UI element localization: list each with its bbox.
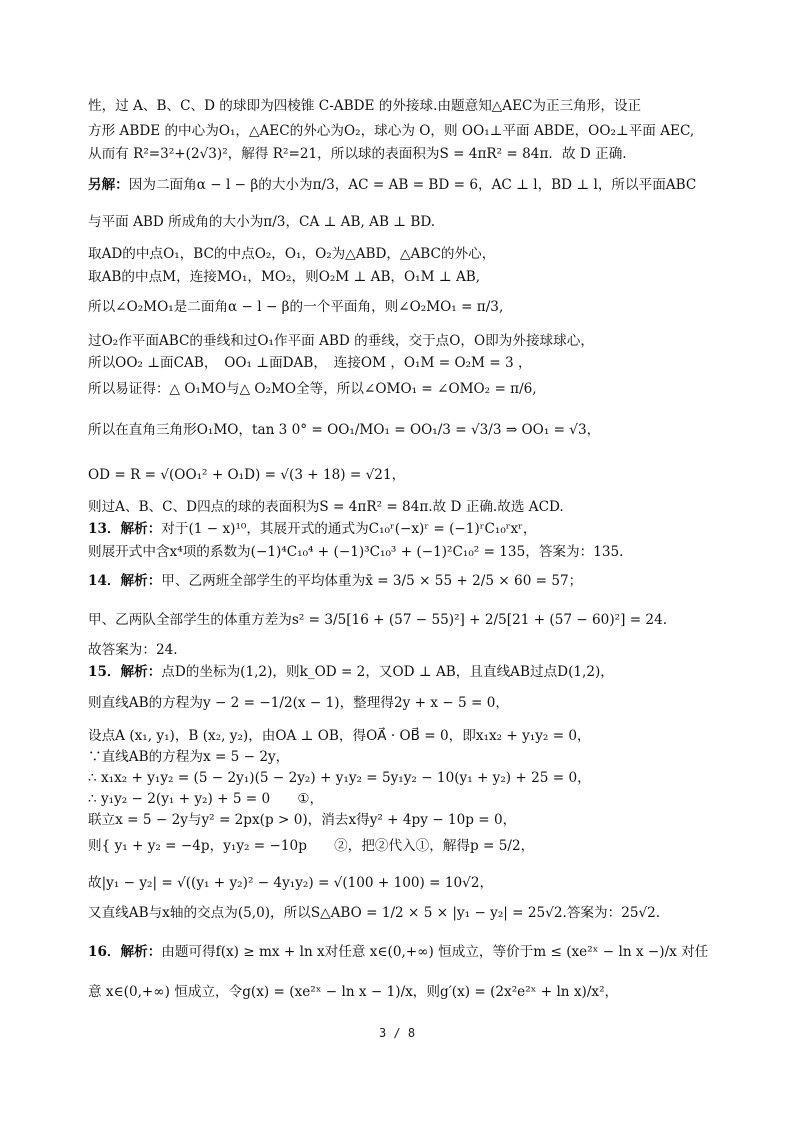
line-text: 点D的坐标为(1,2)，则k_OD = 2，又OD ⊥ AB，且直线AB过点D(1,2)，: [161, 664, 614, 680]
line-text: 甲、乙两队全部学生的体重方差为s² = 3/5[16 + (57 − 55)²] + 2/5[21 + (57 − 60)²] = 24.: [88, 612, 668, 628]
line-text: 又直线AB与x轴的交点为(5,0)，所以S△ABO = 1/2 × 5 × |y₁ − y₂| = 25√2.答案为：25√2.: [88, 905, 661, 921]
text-line: [88, 726, 708, 746]
section-label: 另解：: [88, 177, 129, 193]
line-text: 则{ y₁ + y₂ = −4p，y₁y₂ = −10p ②，把②代入①，解得p = 5/2，: [88, 838, 535, 854]
text-line: [88, 571, 708, 591]
section-label: 15．解析：: [88, 664, 162, 680]
text-line: [88, 789, 708, 809]
line-text: 则直线AB的方程为y − 2 = −1/2(x − 1)，整理得2y + x − 5 = 0，: [88, 695, 509, 711]
line-text: 从而有 R²=3²+(2√3)²，解得 R²=21，所以球的表面积为S = 4πR² = 84π．故 D 正确.: [88, 146, 627, 162]
line-text: ∵直线AB的方程为x = 5 − 2y，: [88, 749, 290, 765]
text-line: [88, 903, 708, 923]
line-text: 因为二面角α − l − β的大小为π/3，AC = AB = BD = 6，AC ⊥ l，BD ⊥ l，所以平面ABC: [128, 177, 697, 193]
line-text: 联立x = 5 − 2y与y² = 2px(p > 0)，消去x得y² + 4py − 10p = 0，: [88, 812, 517, 828]
text-line: [88, 96, 708, 116]
line-text: 与平面 ABD 所成角的大小为π/3，CA ⊥ AB, AB ⊥ BD.: [88, 214, 436, 230]
line-text: 故|y₁ − y₂| = √((y₁ + y₂)² − 4y₁y₂) = √(100 + 100) = 10√2，: [88, 875, 494, 891]
line-text: 则展开式中含x⁴项的系数为(−1)⁴C₁₀⁴ + (−1)³C₁₀³ + (−1)²C₁₀² = 135，答案为：135.: [88, 544, 624, 560]
line-text: 所以OO₂ ⊥面CAB， OO₁ ⊥面DAB， 连接OM ，O₁M = O₂M = 3 ，: [88, 355, 532, 371]
text-line: [88, 610, 708, 630]
text-line: [88, 353, 708, 373]
text-line: [88, 212, 708, 232]
line-text: 设点A (x₁, y₁)，B (x₂, y₂)，由OA ⊥ OB，得OA⃗ · OB⃗ = 0，即x₁x₂ + y₁y₂ = 0，: [88, 728, 591, 744]
text-line: [88, 873, 708, 893]
text-line: [88, 244, 708, 264]
text-line: [88, 420, 708, 440]
text-line: [88, 267, 708, 287]
text-line: [88, 465, 708, 485]
text-line: [88, 497, 708, 517]
section-label: 14．解析：: [88, 573, 162, 589]
text-line: [88, 640, 708, 660]
section-label: 16．解析：: [88, 944, 162, 960]
line-text: 由题可得f(x) ≥ mx + ln x对任意 x∈(0,+∞) 恒成立，等价于m ≤ (xe²ˣ − ln x −)/x 对任: [161, 944, 708, 960]
text-line: [88, 942, 708, 962]
text-line: [88, 331, 708, 351]
line-text: 甲、乙两班全部学生的平均体重为x̄ = 3/5 × 55 + 2/5 × 60 = 57；: [161, 573, 583, 589]
text-line: [88, 175, 708, 195]
text-line: [88, 144, 708, 164]
line-text: ∴ x₁x₂ + y₁y₂ = (5 − 2y₁)(5 − 2y₂) + y₁y₂ = 5y₁y₂ − 10(y₁ + y₂) + 25 = 0，: [88, 770, 591, 786]
text-line: [88, 519, 708, 539]
line-text: 过O₂作平面ABC的垂线和过O₁作平面 ABD 的垂线，交于点O，O即为外接球球心，: [88, 333, 594, 349]
line-text: 所以易证得：△ O₁MO与△ O₂MO全等，所以∠OMO₁ = ∠OMO₂ = π/6,: [88, 381, 537, 397]
section-label: 13．解析：: [88, 521, 162, 537]
text-line: [88, 747, 708, 767]
line-text: ∴ y₁y₂ − 2(y₁ + y₂) + 5 = 0 ①，: [88, 791, 324, 807]
text-line: [88, 768, 708, 788]
line-text: 所以在直角三角形O₁MO，tan 3 0° = OO₁/MO₁ = OO₁/3 = √3/3 ⇒ OO₁ = √3，: [88, 422, 601, 438]
line-text: 性，过 A、B、C、D 的球即为四棱锥 C-ABDE 的外接球.由题意知△AEC为正三角形，设正: [88, 98, 642, 114]
line-text: 对于(1 − x)¹⁰，其展开式的通式为C₁₀ʳ(−x)ʳ = (−1)ʳC₁₀ʳxʳ，: [161, 521, 537, 537]
line-text: 故答案为：24.: [88, 642, 178, 658]
text-line: [88, 810, 708, 830]
text-line: [88, 121, 708, 141]
text-line: [88, 693, 708, 713]
text-line: [88, 662, 708, 682]
line-text: 意 x∈(0,+∞) 恒成立，令g(x) = (xe²ˣ − ln x − 1)/x，则g′(x) = (2x²e²ˣ + ln x)/x²，: [88, 984, 619, 1000]
line-text: 取AB的中点M，连接MO₁，MO₂，则O₂M ⊥ AB，O₁M ⊥ AB,: [88, 269, 481, 285]
text-line: [88, 836, 708, 856]
line-text: 所以∠O₂MO₁是二面角α − l − β的一个平面角，则∠O₂MO₁ = π/3,: [88, 299, 504, 315]
line-text: 方形 ABDE 的中心为O₁，△AEC的外心为O₂，球心为 O，则 OO₁⊥平面 ABDE，OO₂⊥平面 AEC,: [88, 123, 695, 139]
text-line: [88, 982, 708, 1002]
line-text: 取AD的中点O₁，BC的中点O₂，O₁，O₂为△ABD，△ABC的外心，: [88, 246, 496, 262]
page-number: 3 / 8: [378, 1026, 416, 1040]
line-text: OD = R = √(OO₁² + O₁D) = √(3 + 18) = √21，: [88, 467, 406, 483]
text-line: [88, 297, 708, 317]
text-line: [88, 379, 708, 399]
line-text: 则过A、B、C、D四点的球的表面积为S = 4πR² = 84π.故 D 正确.故选 ACD.: [88, 499, 564, 515]
text-line: [88, 542, 708, 562]
